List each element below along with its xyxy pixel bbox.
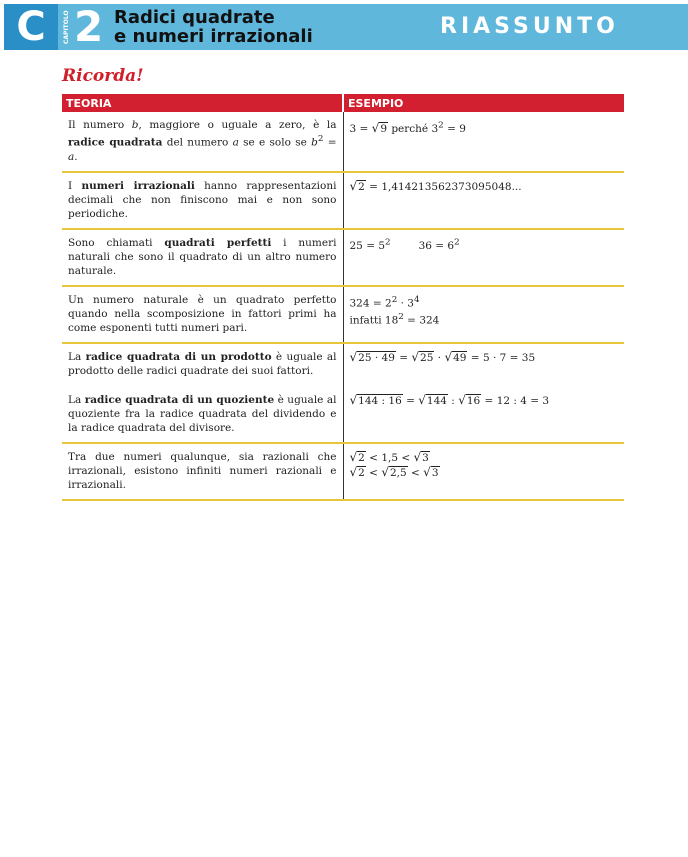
table-row — [62, 343, 624, 385]
table-row — [62, 286, 624, 343]
ricorda-heading: Ricorda! — [62, 66, 144, 86]
example-cell: √2 = 1,414213562373095048... — [343, 172, 624, 229]
table-row — [62, 112, 624, 172]
chapter-title-line2: e numeri irrazionali — [114, 26, 313, 47]
sqrt-expression: √2 — [349, 449, 365, 464]
sqrt-expression: √144 : 16 — [349, 392, 402, 407]
table-row — [62, 229, 624, 286]
sqrt-expression: √49 — [444, 349, 467, 364]
theory-cell: I numeri irrazionali hanno rappresentazioni decimali che non finiscono mai e non sono periodiche. — [62, 172, 343, 229]
example-cell: √2 < 1,5 < √3 √2 < √2,5 < √3 — [343, 443, 624, 500]
sqrt-expression: √2 — [349, 464, 365, 479]
sqrt-expression: √2,5 — [381, 464, 407, 479]
example-cell: $324 = 2^2 \cdot 3^4$ infatti $18^2 = 324$ — [343, 286, 624, 343]
example-cell: √25 · 49 = √25 · √49 = 5 · 7 = 35 — [343, 343, 624, 385]
example-cell: √144 : 16 = √144 : √16 = 12 : 4 = 3 — [343, 385, 624, 443]
column-header-example: ESEMPIO — [343, 94, 624, 112]
column-header-theory: TEORIA — [62, 94, 343, 112]
table-row — [62, 443, 624, 500]
sqrt-expression: √25 · 49 — [349, 349, 395, 364]
sqrt-expression: √3 — [423, 464, 439, 479]
sqrt-expression: √16 — [458, 392, 481, 407]
section-letter: C — [16, 4, 46, 50]
chapter-number: 2 — [74, 2, 104, 51]
theory-cell: La radice quadrata di un quoziente è uguale al quoziente fra la radice quadrata del dividendo e la radice quadrata del divisore. — [62, 385, 343, 443]
example-cell: $25 = 5^2$ $36 = 6^2$ — [343, 229, 624, 286]
sqrt-expression: √2 — [349, 178, 365, 193]
theory-cell: Un numero naturale è un quadrato perfetto quando nella scomposizione in fattori primi ha come esponenti tutti numeri pari. — [62, 286, 343, 343]
chapter-label: CAPITOLO — [63, 10, 70, 44]
chapter-title — [114, 8, 354, 46]
table-row — [62, 385, 624, 443]
sqrt-expression: √3 — [413, 449, 429, 464]
sqrt-expression: √9 — [371, 120, 387, 135]
theory-cell: La radice quadrata di un prodotto è uguale al prodotto delle radici quadrate dei suoi fattori. — [68, 350, 337, 377]
theory-cell: Tra due numeri qualunque, sia razionali che irrazionali, esistono infiniti numeri razionali e irrazionali. — [62, 443, 343, 500]
chapter-header — [4, 4, 688, 50]
theory-cell: Il numero b, maggiore o uguale a zero, è la radice quadrata del numero a se e solo se $b^2 = a$. — [62, 112, 343, 172]
chapter-title-line1: Radici quadrate — [114, 7, 275, 28]
table-header-row — [62, 94, 624, 112]
theory-cell: Sono chiamati quadrati perfetti i numeri naturali che sono il quadrato di un altro numero naturale. — [62, 229, 343, 286]
example-cell: 3 = √9 perché $3^2 = 9$ — [343, 112, 624, 172]
summary-table — [62, 94, 624, 501]
sqrt-expression: √25 — [411, 349, 434, 364]
table-row — [62, 172, 624, 229]
section-title: RIASSUNTO — [440, 14, 619, 39]
sqrt-expression: √144 — [418, 392, 447, 407]
